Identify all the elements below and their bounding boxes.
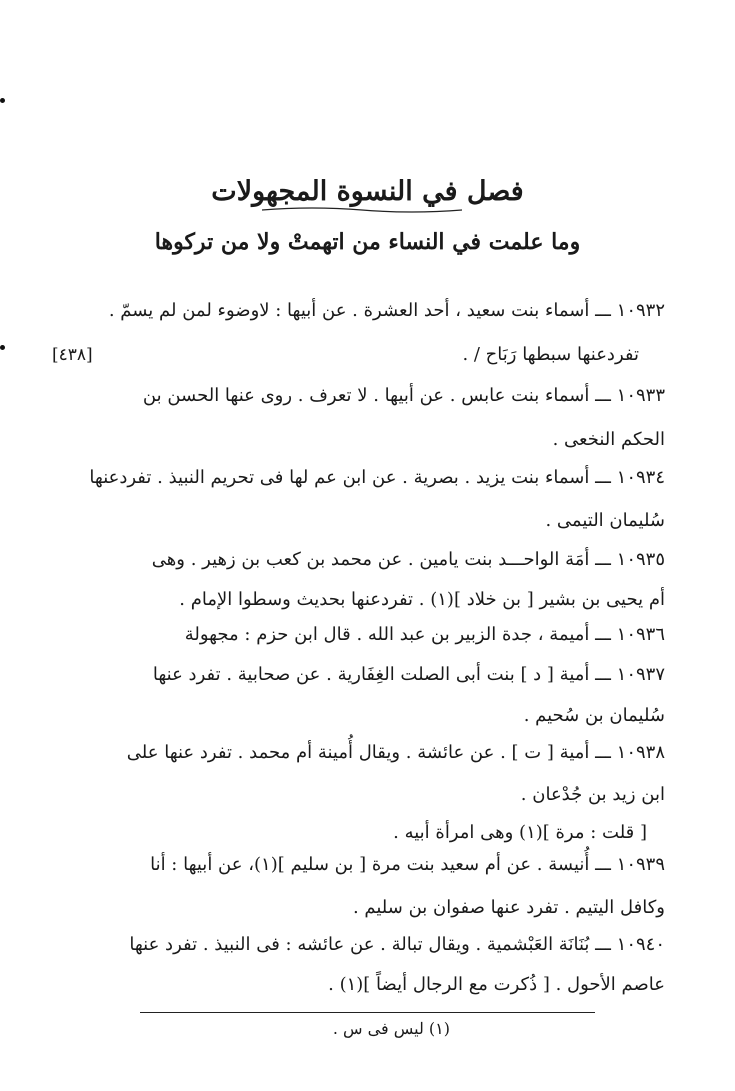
page-marginal-reference: [٤٣٨] <box>52 345 93 365</box>
entry-line: سُليمان بن سُحيم . <box>523 705 665 726</box>
entry-line: ١٠٩٣٨ ـــ أمية [ ت ] . عن عائشة . ويقال أُمينة أم محمد . تفرد عنها على <box>126 742 665 763</box>
entry-line: الحكم النخعى . <box>552 429 665 450</box>
entry-line: ١٠٩٣٦ ـــ أميمة ، جدة الزبير بن عبد الله . قال ابن حزم : مجهولة <box>184 624 665 645</box>
entry-line: عاصم الأحول . [ ذُكرت مع الرجال أيضاً ](١) . <box>328 974 665 995</box>
entry-line: سُليمان التيمى . <box>545 510 665 531</box>
entry-line: أم يحيى بن بشير [ بن خلاد ](١) . تفردعنها بحديث وسطوا الإمام . <box>179 589 665 610</box>
margin-mark <box>0 345 5 350</box>
entry-line: تفردعنها سبطها رَبَاح / . <box>462 344 639 365</box>
entry-line: ١٠٩٣٥ ـــ أمَة الواحـــد بنت يامين . عن محمد بن كعب بن زهير . وهى <box>151 549 665 570</box>
margin-mark <box>0 98 5 103</box>
entry-line: ابن زيد بن جُدْعان . <box>520 784 665 805</box>
section-subtitle: وما علمت في النساء من اتهمتْ ولا من تركوها <box>154 229 581 255</box>
entry-line: ١٠٩٣٩ ـــ أُنيسة . عن أم سعيد بنت مرة [ بن سليم ](١)، عن أبيها : أنا <box>150 854 665 875</box>
entry-line: وكافل اليتيم . تفرد عنها صفوان بن سليم . <box>352 897 665 918</box>
section-title: فصل في النسوة المجهولات <box>211 176 524 207</box>
entry-line: ١٠٩٣٤ ـــ أسماء بنت يزيد . بصرية . عن ابن عم لها فى تحريم النبيذ . تفردعنها <box>89 467 665 488</box>
entry-line: ١٠٩٣٢ ـــ أسماء بنت سعيد ، أحد العشرة . عن أبيها : لاوضوء لمن لم يسمّ . <box>108 300 665 321</box>
footnote: (١) ليس فى س . <box>332 1019 450 1038</box>
entry-line: ١٠٩٣٧ ـــ أمية [ د ] بنت أبى الصلت الغِفَارية . عن صحابية . تفرد عنها <box>152 664 665 685</box>
footnote-divider <box>140 1012 595 1013</box>
title-flourish <box>262 206 462 214</box>
entry-line: ١٠٩٤٠ ـــ بُنَانَة العَبْشمية . ويقال تبالة . عن عائشه : فى النبيذ . تفرد عنها <box>129 934 665 955</box>
entry-line: ١٠٩٣٣ ـــ أسماء بنت عابس . عن أبيها . لا تعرف . روى عنها الحسن بن <box>142 385 665 406</box>
entry-line: [ قلت : مرة ](١) وهى امرأة أبيه . <box>393 822 647 843</box>
